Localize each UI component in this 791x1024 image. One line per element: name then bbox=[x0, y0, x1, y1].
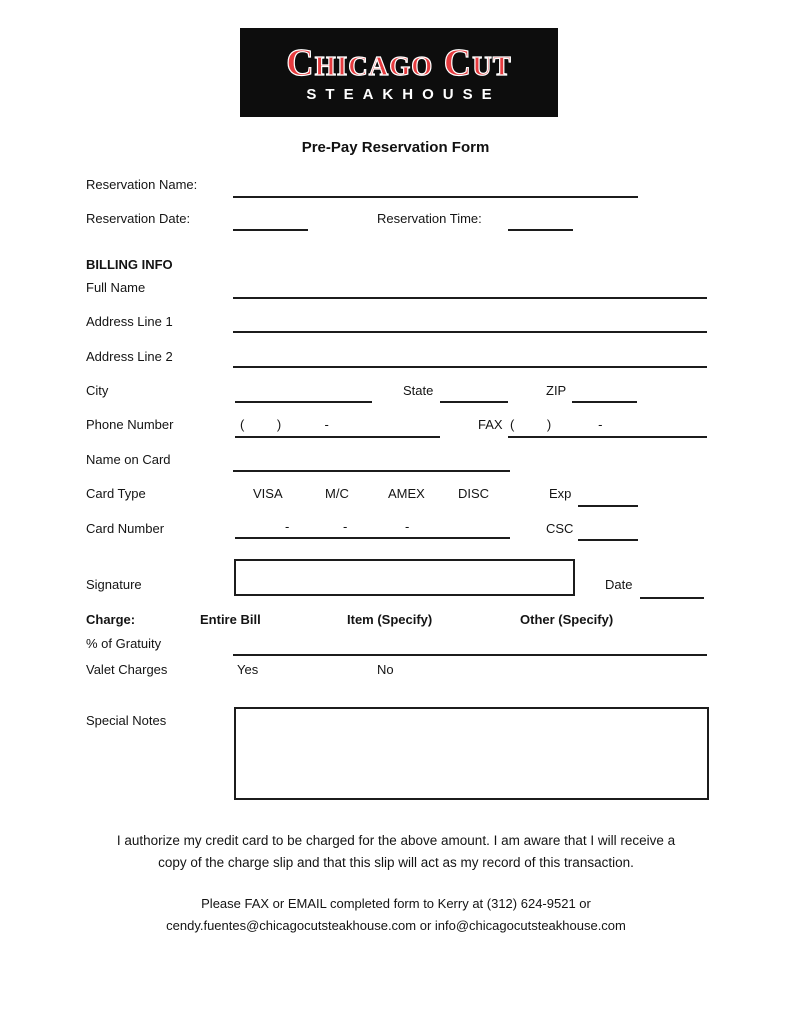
exp-label: Exp bbox=[549, 486, 572, 501]
card-number-dash-1: - bbox=[285, 519, 290, 534]
card-number-label: Card Number bbox=[86, 521, 165, 536]
card-type-option-amex[interactable]: AMEX bbox=[388, 486, 425, 501]
billing-info-heading: BILLING INFO bbox=[86, 257, 173, 272]
valet-option-yes[interactable]: Yes bbox=[237, 662, 259, 677]
page-title: Pre-Pay Reservation Form bbox=[301, 139, 490, 156]
reservation-name-field[interactable] bbox=[233, 180, 638, 198]
special-notes-box[interactable] bbox=[234, 707, 709, 800]
contact-line-1: Please FAX or EMAIL completed form to Kerry at (312) 624-9521 or bbox=[201, 896, 591, 911]
phone-number-label: Phone Number bbox=[86, 417, 174, 432]
charge-label: Charge: bbox=[86, 612, 136, 627]
name-on-card-field[interactable] bbox=[233, 454, 510, 472]
gratuity-field[interactable] bbox=[233, 638, 707, 656]
state-label: State bbox=[403, 383, 434, 398]
fax-format-hint: ( ) - bbox=[510, 417, 603, 432]
special-notes-label: Special Notes bbox=[86, 713, 167, 728]
city-label: City bbox=[86, 383, 109, 398]
chicago-cut-logo bbox=[240, 28, 558, 117]
reservation-time-label: Reservation Time: bbox=[377, 211, 482, 226]
card-type-label: Card Type bbox=[86, 486, 146, 501]
address-line1-field[interactable] bbox=[233, 315, 707, 333]
zip-field[interactable] bbox=[572, 385, 637, 403]
reservation-date-field[interactable] bbox=[233, 213, 308, 231]
zip-label: ZIP bbox=[546, 383, 567, 398]
reservation-time-field[interactable] bbox=[508, 213, 573, 231]
charge-option-item-specify[interactable]: Item (Specify) bbox=[347, 612, 433, 627]
address-line2-label: Address Line 2 bbox=[86, 349, 173, 364]
card-number-dash-3: - bbox=[405, 519, 410, 534]
authorization-statement bbox=[86, 830, 706, 874]
charge-option-entire-bill[interactable]: Entire Bill bbox=[200, 612, 261, 627]
submission-instructions bbox=[136, 893, 656, 937]
logo-restaurant-name: Chicago Cut bbox=[286, 42, 512, 84]
city-field[interactable] bbox=[235, 385, 372, 403]
phone-number-field[interactable] bbox=[235, 420, 440, 438]
date-field[interactable] bbox=[640, 581, 704, 599]
csc-field[interactable] bbox=[578, 523, 638, 541]
signature-label: Signature bbox=[86, 577, 142, 592]
full-name-field[interactable] bbox=[233, 281, 707, 299]
reservation-date-label: Reservation Date: bbox=[86, 211, 191, 226]
card-type-option-mc[interactable]: M/C bbox=[325, 486, 349, 501]
logo-steakhouse-text: STEAKHOUSE bbox=[306, 86, 501, 103]
authorization-line-1: I authorize my credit card to be charged for the above amount. I am aware that I will receive a bbox=[116, 833, 676, 848]
valet-charges-label: Valet Charges bbox=[86, 662, 168, 677]
charge-option-other-specify[interactable]: Other (Specify) bbox=[520, 612, 614, 627]
card-type-option-disc[interactable]: DISC bbox=[458, 486, 490, 501]
phone-format-hint: ( ) - bbox=[240, 417, 329, 432]
state-field[interactable] bbox=[440, 385, 508, 403]
exp-field[interactable] bbox=[578, 489, 638, 507]
address-line2-field[interactable] bbox=[233, 350, 707, 368]
card-number-field[interactable] bbox=[235, 521, 510, 539]
address-line1-label: Address Line 1 bbox=[86, 314, 173, 329]
authorization-line-2: copy of the charge slip and that this slip will act as my record of this transaction. bbox=[158, 855, 634, 870]
name-on-card-label: Name on Card bbox=[86, 452, 171, 467]
signature-box[interactable] bbox=[234, 559, 575, 596]
valet-option-no[interactable]: No bbox=[377, 662, 394, 677]
card-number-dash-2: - bbox=[343, 519, 348, 534]
fax-number-field[interactable] bbox=[508, 420, 707, 438]
csc-label: CSC bbox=[546, 521, 574, 536]
fax-label: FAX bbox=[478, 417, 503, 432]
reservation-name-label: Reservation Name: bbox=[86, 177, 198, 192]
full-name-label: Full Name bbox=[86, 280, 146, 295]
contact-line-2: cendy.fuentes@chicagocutsteakhouse.com or info@chicagocutsteakhouse.com bbox=[166, 918, 626, 933]
gratuity-label: % of Gratuity bbox=[86, 636, 162, 651]
card-type-option-visa[interactable]: VISA bbox=[253, 486, 283, 501]
date-label: Date bbox=[605, 577, 633, 592]
